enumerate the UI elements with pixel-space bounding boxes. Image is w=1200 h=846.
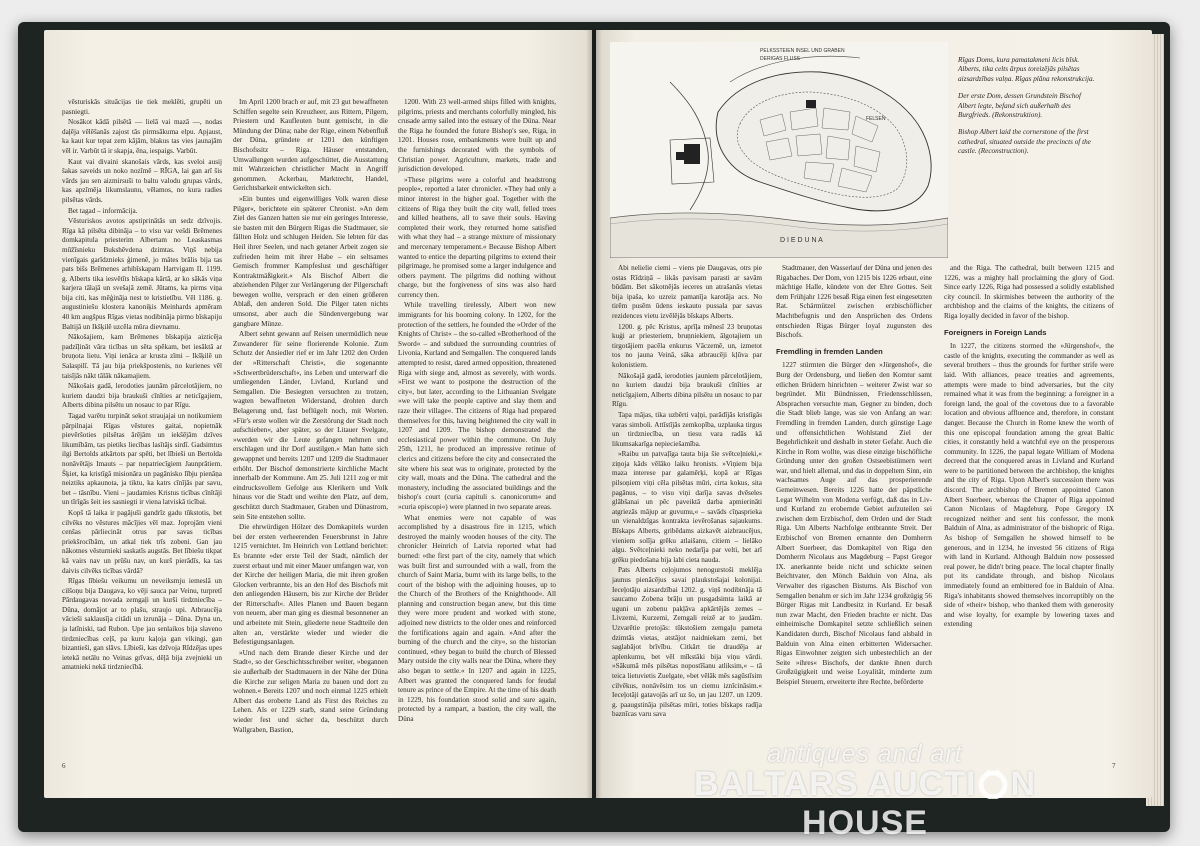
paragraph: Im April 1200 brach er auf, mit 23 gut bewaffneten Schiffen segelte sein Kreuzheer, aus Rittern, Pilgern, Priestern und Kaufleuten bunt gemischt, in die Mündung der Düna; nahe der Rige, einem Nebenfluß der Düna, gründete er 1201 den künftigen Bischofssitz – Riga. Häuser entstanden, Umwallungen wurden aufgeschüttet, die Ausstattung mit Wahrzeichen christlicher Macht in Angriff genommen. Ackerbau, Marktrecht, Handel, Gerichtsbarkeit entwickelten sich. xyxy=(233,98,388,193)
riga-plan-map xyxy=(610,42,948,258)
paragraph: Bet tagad – informācija. xyxy=(68,206,138,215)
section-heading: Fremdling in fremden Landen xyxy=(776,346,883,356)
caption-latvian: Rīgas Doms, kura pamatakmeni licis bīsk. Alberts, tika celts ārpus toreizējās pilsētas aizsardzības valņa. Rīgas plāna rekonstrukcija. xyxy=(958,56,1095,83)
watermark-logo-icon xyxy=(976,767,1010,799)
paragraph: Nosākot kādā pilsētā — lielā vai mazā —, nodas daļēja vēlēšanās zajost tās pirmsākuma elpu. Apjaust, ka kaut kur tepat zem kājām, blakus tas vies jaunajām vēl ir. Varbūt tā ir skapja, ēna, iespaigs. Varbūt. xyxy=(62,118,222,155)
paragraph: Vēsturiskos avotos apstiprinātās un sedz dzīvojis. Rīga kā pilsēta dibināja – to visu var vešdi Brēmenes domkapitula priesterim Albertam no Leaskasmas mūžīsnieku Bukshēvdena dzimtas. Viņš nebija vienīgais garīdznieks ģimenē, jo mātes brālis bija tas pats bišs Brēmenes arhibīskapam Hartvigam II. 1199. g. Alberts tika iesvētīts bīskapa kārtā, ar ko sākās viņa karjera tālajā un svešajā zemē. Jūtams, ka pirms viņa bija citi, kas mēģināja nest te kristietību. Vēl 1186. g. augustiniešu klostera kanoniķis Meinhards apmēram 40 km augšpus Rīgas vietas nodibināja pirmo bīskapiju Baltijā un Ikšķilē uzcēla mūra dievnamu. xyxy=(62,217,222,331)
paragraph: vēsturiskās situācijas tie tiek meklēti, grupēti un pasniegti. xyxy=(62,98,222,116)
paragraph: Albert sehnt gewann auf Reisen unermüdlich neue Zuwanderer für seine florierende Kolonie. Zum Schutz der Ansiedler rief er im Jahr 1202 den Orden der »Ritterschaft Christi«, die sogenannte »Schwertbrüderschaft«, ins Leben und unterwarf die umliegenden Länder, Livland, Kurland und Semgallen. Die Besiegten versuchten zu trotzen, wagten bewaffneten Widerstand, drohten durch Belagerung und, fast beflügelt noch, mit Worten. »Für's erste wollen wir die Zerstörung der Stadt noch aufschieben«, aber später, so der Litauer Svelgate, »werden wir die Leute gefangen nehmen und erschlagen und ihr Dorf austilgen.« Man hatte sich gewappnet und bereits 1207 und 1209 die Stadtmauer erhöht. Der Bischof demonstrierte kirchliche Macht innerhalb der Kommune. Am 25. Juli 1211 zog er mit eindrucksvollem Gefolge aus Klerikern und Volk hinaus vor die Stadt und weihte den Platz, auf dem, geschützt durch Stadtmauer, Graben und Dünastrom, sein Site entstehen sollte. xyxy=(233,330,388,521)
paragraph: and the Riga. The cathedral, built between 1215 and 1226, was a mighty hall proclaiming the glory of God. Since early 1226, Riga had possessed a solidly established city council. In skirmishes between the authority of the archbishop and the claims of the knights, the citizens of Riga loyally decided in favor of the bishop. xyxy=(944,264,1114,320)
paragraph: Kaut vai divaini skanošais vārds, kas sveloi ausij šakas saveids un noko nozīmē – RĪGA, lai gan arī šis vārds jau sen aizmirsuši to baltu valodu grupas vārds, kas apzīmēja likumslaunu, vēlamos, no kura radies pilsētas vārds. xyxy=(62,157,222,204)
paragraph: 1200. With 23 well-armed ships filled with knights, pilgrims, priests and merchants colorfully mingled, his crusade army sailed into the estuary of the Düna. Near the Riga he founded the future Bishop's see, Riga, in 1201. Houses rose, embankments were built up and the furnishings decorated with the symbols of Christian power. Agriculture, markets, trade and jurisdiction developed. xyxy=(398,98,556,174)
paragraph: While travelling tirelessly, Albert won new immigrants for his booming colony. In 1202, for the protection of the settlers, he founded the »Order of the Knights of Christ« – the so-called »Brotherhood of the Sword« – and subdued the surrounding countries of Livonia, Kurland and Semgallen. The conquered lands attempted to resist, dared armed opposition, threatened Riga with siege and, almost as severely, with words. »First we want to postpone the destruction of the city«, but later, according to the Lithuanian Svelgate »we will take the people captive and slay them and raze their village«. The citizens of Riga had prepared themselves for this, having heightened the city wall in 1207 and 1209. The bishop demonstrated the ecclesiastical power within the commune. On July 25th, 1211, he produced an impressive retinue of clerics and citizens before the city and consecrated the site where his seat was to originate, protected by the city wall, moats and the Düna. The cathedral and the monastery, including the associated buildings and the bishop's court (curia capituli s. canonicorum« and »curia episcopi«) were planned in two separate areas. xyxy=(398,301,556,511)
caption-english: Bishop Albert laid the cornerstone of the first cathedral, situated outside the precincts of the castle. (Reconstruction). xyxy=(958,128,1091,156)
paragraph: Nākošais gadā, lerodoties jaunām pārcelotājiem, no kuriem daudzi bija braukuši cīnīties ar neticīgajiem, Alberts dibina pilsētu un nosauc to par Rīgu. xyxy=(62,382,222,410)
right-page-number: 7 xyxy=(1112,762,1116,770)
column-german-1 xyxy=(233,98,388,810)
map-label-top2: DERIGAS FLUSS xyxy=(760,56,801,62)
paragraph: Rīgas lībiešu veikumu un neveiksmju iemeslā un cilšoņu bija Daugava, ko vēji sauca par Veinu, turpretī Pārdaugavas novada zemgaļi un kurši tirdzniecība – Dūna, domājot ar to plašu, straujo upi. Atbraucēja vācieši saklausīja citādi un izrunāja – Dūna. Dyna un, ja latīniski, tad Rubon. Upe jau senlaikos bija slaveno tirdzniecības ceļš, pa kuru kaļoja gan vikingi, gan bizantieši, gan slāvs. Lībieši, kas dzīvoja Rīdzējas upes ietekā netālu no Veinas grīvas, dēļā bija zvejnieki un amatnieki nekā tirdzniecībā. xyxy=(62,577,222,672)
watermark-bottom-right: N HOUSE xyxy=(802,765,1036,842)
paragraph: Die ehrwürdigen Hölzer des Domkapitels wurden bei der ersten verheerenden Feuersbrunst in Jahre 1215 vernichtet. Im Heinrich von Lettland berichtet: Es brannte »der erste Teil der Stadt, nämlich der zuerst erbaut und mit einer Mauer umfangen war, von der Kirche der heiligen Maria, die mit ihren großen Glocken verbrannte, bis an den Hof des Bischofs mit den anliegenden Häusern, bis zur Kirche der Brüder der Ritterschaft«. Alles Planen und Bauen begann von neuem, aber man ging es diesmal besonnener an und arbeitete mit Stein, gliederte neue Stadtteile den alten an, verstärkte wieder und wieder die Befestigungsanlagen. xyxy=(233,523,388,647)
paragraph: 1227 stürmten die Bürger den »Jürgenshof«, die Burg der Ordensburg, und ließen den Komtur samt etlichen Brüdern hinrichten – weiterer Zwist war so begründet. Mit Bündnissen, Friedensschlüssen, Absprachen versuchte man, Gegner zu binden, doch die Stadt blieb lange, was sie von Anfang an war: Fremdling in fremden Landen, durch günstige Lage und offensichtlichen Wohlstand Ziel der Begehrlichkeit und deshalb in steter Gefahr. Auch die Kirche in Rom wollte, was diese einzige bischöfliche Gründung unter den großen Ostseebistümern wert war, und hielt allemal, und das in doppeltem Sinn, ein wachsames Auge auf das prosperierende Gemeinwesen. Bereits 1226 hatte der päpstliche Legat Wilhelm von Modena verfügt, daß das in Liv- und Kurland zu erobernde Gebiet aufzuteilen sei zwischen dem Erzbischof, dem Orden und der Stadt Riga. Um Alberts Nachfolge entbrannte Streit. Der Erzbischof von Bremen ernannte den Domherrn Albert Suerbeer, das Domkapitel von Riga den Domherrn Nicolaus aus Magdeburg – Papst Gregor IX. anerkannte beide nicht und schickte seinen Beichtvater, den Mönch Balduin von Alna, als Verwalter des rigaschen Bistums. Als Bischof von Semgallen benahm er sich im Jahr 1234 großzügig 56 Bürger Rigas mit Landbesitz in Kurland. Er besaß nun zwar Macht, den Frieden brachte er nicht. Das einheimische Domkapitel setzte schließlich seinen Kandidaten durch, Bischof Nicolaus fand alsbald in Balduin von Alna einen erbitterten Widersacher. Rigas Einwohner zeigten sich unbestechlich an der Seite »ihres« Bischofs, der dankte ihnen durch Großzügigkeit und weise Loyalität, minderte zum Beispiel Steuern, erweiterte ihre Rechte, beförderte xyxy=(776,361,932,686)
paragraph: What enemies were not capable of was accomplished by a disastrous fire in 1215, which destroyed the mainly wooden houses of the city. The chronicler Heinrich of Latvia reported what had burned: »the first part of the city, namely that which was built first and surrounded with a wall, from the church of Saint Maria, burnt with its large bells, to the court of the bishop with the adjoining houses, up to the Church of the Brothers of the Knighthood«. All planning and construction began anew, but this time they were more prudent and worked with stone, adjoined new districts to the older ones and reinforced the fortifications again and again. »And after the burning of the church and the city«, so the historian continued, »they began to build the church of Blessed Mary outside the city walls near the Düna, where they also began to settle.« In 1207 and again in 1225, Albert was granted the conquered lands for feudal tenure as prince of the Empire. At the time of his death in 1229, his foundation stood solid and sure again, protected by a rampart, a bastion, the city wall, the Düna xyxy=(398,513,556,723)
watermark-bottom-left: BALTARS AUCTI xyxy=(693,765,977,803)
paragraph: »Ein buntes und eigenwilliges Volk waren diese Pilger«, berichtete ein späterer Chronist. »An dem Ziel des Ganzen hatten sie nur ein geringes Interesse, sie basten mit den Bürgern Rigas die Stadtmauer, sie fällten Holz und schlugen Heiden. Sie lebten für das Heil ihrer Seelen, und nach getaner Arbeit zogen sie zufrieden heim mit ihrer Habe – ein seltsames Gemisch frommer Kampfeslust und geschäftiger Kontraktmäßigkeit.« Als Bischof Albert die abziehenden Pilger zur Verlängerung der Pilgerschaft bewegen wollte, versprach er den einen größeren Ablaß, den anderen Sold. Die Pilger taten nichts umsonst, aber auch die Sündenvergebung war gangbare Münze. xyxy=(233,194,388,328)
paragraph: Nākošajiem, kam Brēmenes bīskapija aizticēja padzīļināt vāra ticības un sēta spēkam, bet iesāktā ar bruņota lietu. Viņi ienāca ar krusta zīmi – Ikšķilē un Salaspilī. Tā jau bija priekšpostenis, no kurienes vēl taisījās nākt tālāk nākamajiem. xyxy=(62,333,222,380)
watermark-top: antiques and art xyxy=(767,740,963,768)
paragraph: Tapa mājas, tika uzbērti vaļņi, parādījās kristīgās varas simboli. Attīstījās zemkopība, uzplauka tirgus un tirdzniecība, un tiesu vara radās kā likumsakarīga nepieciešamība. xyxy=(612,410,762,448)
left-page-number: 6 xyxy=(62,762,66,770)
auction-watermark xyxy=(680,740,1050,843)
castle-mark xyxy=(806,100,816,108)
map-captions xyxy=(958,56,1098,165)
paragraph: In 1227, the citizens stormed the »Jürgenshof«, the castle of the knights, executing the commander as well as several brothers – thus the grounds for further strife were laid. With alliances, peace treaties and agreements, attempts were made to bind adversaries, but the city remained what it was from the beginning: a foreigner in a foreign land, the goal of the covetous due to a favorable location and obvious affluence and, therefore, in constant danger. Because the Church in Rome knew the worth of this one episcopal foundation among the great Baltic cities, it constantly held a watchful eye on the prosperous community. In 1226, the papal legate William of Modena decreed that the conquered areas in Livland and Kurland were to be partitioned between the archbishop, the knights and the city of Riga. Upon Albert's succession there was discord. The archbishop of Bremen appointed Canon Albert Suerbeer, whereas the Chapter of Riga appointed Canon Nicolaus of Magdeburg. Pope Gregory IX recognized neither and sent his confessor, the monk Balduin of Alna, as administrator of the bishopric of Riga. As bishop of Semgallen he showed himself to be generous, and in 1234, he invested 56 citizens of Riga with land in Kurland. Although Balduin now possessed real power, he didn't bring peace. The local chapter finally put its candidate through, and bishop Nicolaus immediately found an embittered foe in Balduin of Alna. Riga's inhabitants showed themselves incorruptibly on the side of »their« bishop, who thanked them with generosity and wise loyalty, for example by lowering taxes and extending xyxy=(944,342,1114,629)
caption-german: Der erste Dom, dessen Grundstein Bischof Albert legte, befand sich außerhalb des Burgfrieds. (Rekonstruktion). xyxy=(958,92,1081,120)
paragraph: Kopš tā laika ir pagājuši gandrīz gadu tūkstotis, bet cilvēks no vēstures mācījies vēl maz. Joprojām vieni cenšas pārliecināt otrus par savas ticības priekšrocībām, un atkal tiek trīs zobeni. Gan jau nākotnes vēsturnieki saskatīs augstās. Bet lībiešu tikpat kā vairs nav un prūšu nav, un kurš pierādīs, ka tas daivis cilvēks ticības vārdā? xyxy=(62,508,222,575)
paragraph: Abi nelielie ciemi – viens pie Daugavas, otrs pie ostas Rīdziņā – likās pavisam parasti ar savām būdām. Bet sākotnējās ieceres un atrašanās vietas bija ipaša, ko uzreiz pamanīja karotāja acs. No tirēm pusēm ūdens ieskauto pussala par savas rezidences vietu izvēlējās bīskaps Alberts. xyxy=(612,264,762,320)
paragraph: »Und nach dem Brande dieser Kirche und der Stadt«, so der Geschichtsschreiber weiter, »begannen sie außerhalb der Stadtmauern in der Nähe der Düna die Kirche zur seligen Maria zu bauen und dort zu wohnen.« Bereits 1207 und noch einmal 1225 erhielt Albert das eroberte Land als First des Reiches zu Lehen. Als er 1229 starb, stand seine Gründung wieder fest und sicher da, beschützt durch Wallgraben, Bastion, xyxy=(233,648,388,734)
paragraph: Pats Alberts ceļojumos nenogurstoši meklēja jaunus pienācējus savai plaukstošajai kolonijai. Ieceļotāju aizsardzībai 1202. g. viņš nodibināja tā saucamo Zobena brāļu un pusgadsimta laikā ar uguni un zobenu pakļāva apkārtējās zemes – Livzemi, Kurzemi, Zemgali reizē ar to jaudām. Uzvarētie pretojās: tūkstošiem zemgaļu pameta dzimtās vietas, atstājot naidniekam zemi, bet saglabājot brīvību. Citkārt tie draudēja ar aplenkumu, bet vēl mīkstāki bija viņu vārdi. »Sākumā mēs pilsētas nopostīšanu atliksim,« – tā teica lietuvietis Zuelgate, »bet vēlāk mēs sagūstīsim cilvēkus, nonāvēsim tos un ciemu iznīcināsim.« Ieceļotāji gatavojās arī uz šo, un jau 1207. un 1209. g. paaugstināja pilsētas mūri, toties bīskaps radīja baznīcas varu sava xyxy=(612,566,762,719)
column-latvian-1 xyxy=(62,98,222,756)
section-heading: Foreigners in Foreign Lands xyxy=(944,327,1047,337)
watermark-bottom xyxy=(680,765,1050,843)
column-latvian-2 xyxy=(612,264,762,812)
paragraph: Tagad varētu turpināt sekot straujajai un notikumiem pārpilnajai Rīgas vēstures gaitai, nopietnāk pievēršoties pilsētas ārējām un iekšējām dzīves likumībām, tas pietiks liecības lasītājs sirdī. Gadsimtus ilgi Bertolds atkārtots par spēti, bet lībieši un Bertolda nonāvētājs Imauts – par nepatriecīgiem Jaunprātiem. Šķiet, ka kristīgā misionāra un pagānisko lībju pienāņa neiztiks apkaunota, ja tiktu, ka katrs cīnījās par savu, bet – tāsnību. Vieni – jaudamies Kristus ticības cīnītāji un tīrīgās šeit ies sasniegti ir viena latviskā ticībai. xyxy=(62,412,222,507)
column-german-2 xyxy=(776,264,932,812)
column-english-2 xyxy=(944,264,1114,812)
paragraph: »Raibu un patvaļīga tauta bija šie svētceļnieki,« ziņoja kāds vēlāko laiku hronists. »Viņiem bija maza interese par galamērķi, kopā ar Rīgas pilsoņiem viņi cēla pilsētas mūri, cirta kokus, sita pagānus, – to visu viņi darīja savas dvēseles glābšanai un pēc paveiktā darba apmierināti atgriezās mājup ar guvumu,« – savāds cīņasprieka un vienaldzīgas kontrakta ievērošanas sajaukums. Bīskaps Alberts, gribēdams aizkavēt aizbraucējus, vieniem solīja grēku atlaišanu, citiem – lielāko algu. Svētceļnieki neko nedarīja par velti, bet arī grēku piedošana bija labi cieta nauda. xyxy=(612,450,762,564)
map-label-top: PELKSSTEIEN INSEL UND GRABEN xyxy=(760,48,845,54)
paragraph: 1200. g. pēc Kristus, aprīļa mēnesī 23 bruņotas kuģi ar priesteriem, bruņniekiem, ālgotajiem un tirgotājiem pacēla enkurus Vāczemē, un, izmetot tos no jauna Veinā, sāka atbraucēji kļūva par kolonistiem. xyxy=(612,322,762,369)
paragraph: Stadtmauer, den Wasserlauf der Düna und jenen des Rigabaches. Der Dom, von 1215 bis 1226 erbaut, eine mächtige Halle, kündete von der Ehre Gottes. Seit dem Frühjahr 1226 besaß Riga einen fest eingesetzten Rat. Schärmützel zwischen erzbischöflicher Machtbefugnis und den Ansprüchen des Ordens entschieden Rigas Bürger loyal zugunsten des Bischofs. xyxy=(776,264,932,340)
paragraph: Nākošajā gadā, ierodoties jauniem pārcelotājiem, no kuriem daudzi bija braukuši cīnīties ar neticīgajiem, Alberts dibina pilsētu un nosauc to par Rīgu. xyxy=(612,371,762,409)
map-label-castle: FELSEN xyxy=(866,116,886,122)
book-gutter xyxy=(586,30,602,798)
paragraph: »These pilgrims were a colorful and headstrong people«, reported a later chronicler. »They had only a minor interest in the higher goal. Together with the citizens of Riga they built the city wall, felled trees and killed heathens, all to save their souls. Having completed their work, they returned home satisfied with what they had – a strange mixture of missionary and mercenary temperament.« Because Bishop Albert wanted to entice the departing pilgrims to extend their pilgrimage, he promised some a larger indulgence and others payment. The pilgrims did nothing without charge, but the forgiveness of sins was also hard currency then. xyxy=(398,175,556,299)
map-label-river: D I E D U N A xyxy=(780,237,823,244)
column-english-1 xyxy=(398,98,556,810)
